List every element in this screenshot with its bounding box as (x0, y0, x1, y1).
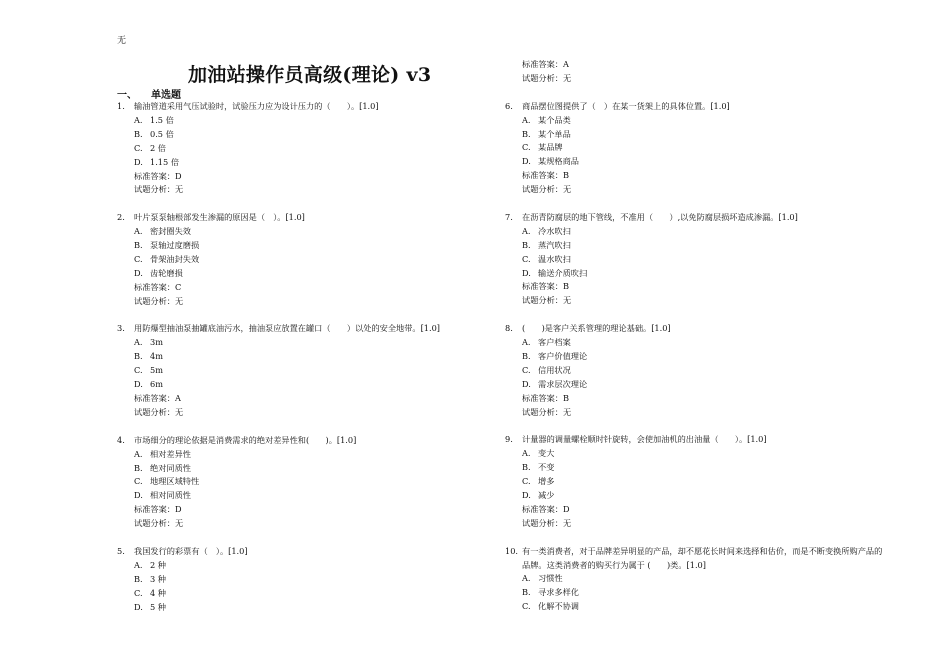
option-letter: D. (134, 156, 143, 167)
option-item (505, 155, 885, 169)
option-text: 骨架油封失效 (150, 253, 200, 264)
question-analysis: 试题分析：无 (134, 295, 184, 306)
carryover-analysis: 试题分析：无 (522, 72, 572, 83)
question-number: 3. (117, 323, 125, 334)
option-item (505, 253, 885, 267)
question-block (505, 433, 885, 530)
question-block (117, 545, 462, 615)
option-letter: D. (522, 378, 531, 389)
option-letter: A. (134, 559, 143, 570)
option-item (117, 573, 462, 587)
option-text: 蒸汽吹扫 (538, 239, 571, 250)
question-text: 在沥青防腐层的地下管线，不准用（ ）,以免防腐层损坏造成渗漏。[1.0] (522, 211, 798, 222)
header-note: 无 (117, 36, 127, 46)
option-text: 减少 (538, 490, 555, 501)
option-item (505, 447, 885, 461)
option-text: 泵轴过度磨损 (150, 240, 200, 251)
section-label: 单选题 (151, 90, 181, 101)
question-text: 有一类消费者，对于品牌差异明显的产品，却不愿花长时间来选择和估价，而是不断变换所购产品的品牌。这类消费者的购买行为属于 ( )类。[1.0] (522, 545, 883, 570)
option-text: 5 种 (150, 601, 166, 612)
option-item (117, 267, 462, 281)
option-text: 某个品类 (538, 114, 571, 125)
option-text: 1.15 倍 (150, 156, 180, 167)
option-text: 5m (150, 365, 163, 376)
option-letter: B. (522, 350, 531, 361)
standard-answer: 标准答案：B (522, 170, 569, 181)
option-letter: B. (134, 128, 143, 139)
option-letter: C. (134, 476, 143, 487)
option-item (117, 114, 462, 128)
option-text: 不变 (538, 462, 555, 473)
option-text: 温水吹扫 (538, 253, 571, 264)
option-text: 冷水吹扫 (538, 225, 571, 236)
question-block (505, 211, 885, 308)
option-text: 绝对同质性 (150, 462, 191, 473)
option-item (505, 141, 885, 155)
question-line (117, 434, 462, 448)
standard-answer: 标准答案：D (522, 503, 570, 514)
question-analysis: 试题分析：无 (134, 518, 184, 529)
option-text: 寻求多样化 (538, 587, 579, 598)
option-text: 相对差异性 (150, 448, 191, 459)
option-item (505, 364, 885, 378)
question-analysis: 试题分析：无 (522, 406, 572, 417)
question-number: 1. (117, 101, 125, 111)
option-letter: B. (522, 239, 531, 250)
option-item (505, 267, 885, 281)
standard-answer: 标准答案：C (134, 281, 182, 292)
option-item (117, 156, 462, 170)
option-letter: D. (134, 379, 143, 390)
option-text: 化解不协调 (538, 601, 579, 612)
option-letter: A. (522, 337, 531, 348)
question-analysis: 试题分析：无 (134, 406, 184, 417)
standard-answer: 标准答案：D (134, 170, 182, 181)
option-item (117, 128, 462, 142)
option-letter: C. (134, 587, 143, 598)
option-item (505, 572, 885, 586)
option-letter: C. (522, 142, 531, 153)
question-number: 5. (117, 545, 125, 556)
option-letter: B. (134, 462, 143, 473)
option-item (117, 350, 462, 364)
option-text: 0.5 倍 (150, 128, 174, 139)
option-text: 某个单品 (538, 128, 571, 139)
option-text: 需求层次理论 (538, 378, 588, 389)
option-letter: C. (134, 253, 143, 264)
question-line (505, 433, 885, 447)
option-letter: A. (522, 114, 531, 125)
option-item (117, 253, 462, 267)
option-letter: A. (134, 448, 143, 459)
question-number: 7. (505, 211, 513, 222)
question-line (117, 545, 462, 559)
option-text: 相对同质性 (150, 490, 191, 501)
question-block (505, 100, 885, 197)
standard-answer: 标准答案：D (134, 504, 182, 515)
question-analysis: 试题分析：无 (522, 184, 572, 195)
option-item (117, 559, 462, 573)
option-letter: A. (522, 448, 531, 459)
option-letter: D. (134, 601, 143, 612)
option-item (117, 239, 462, 253)
option-letter: D. (522, 156, 531, 167)
option-text: 信用状况 (538, 364, 571, 375)
question-text: 用防爆型抽油泵抽罐底油污水，抽油泵应放置在罐口（ ）以处的安全地带。[1.0] (134, 323, 440, 334)
left-column (117, 100, 462, 628)
option-item (505, 239, 885, 253)
question-block (117, 100, 462, 197)
question-line (117, 100, 462, 114)
question-text: 市场细分的理论依据是消费需求的绝对差异性和( )。[1.0] (134, 434, 357, 445)
option-item (505, 475, 885, 489)
option-letter: B. (522, 587, 531, 598)
option-item (117, 601, 462, 615)
question-block (117, 434, 462, 531)
option-item (117, 587, 462, 601)
option-letter: B. (522, 128, 531, 139)
option-text: 3m (150, 337, 163, 348)
option-letter: C. (134, 365, 143, 376)
option-item (505, 461, 885, 475)
question-line (505, 322, 885, 336)
option-letter: A. (522, 225, 531, 236)
option-item (117, 378, 462, 392)
question-number: 6. (505, 100, 513, 111)
section-number: 一、 (117, 90, 137, 101)
option-item (505, 128, 885, 142)
option-text: 地理区域特性 (150, 476, 200, 487)
option-item (505, 225, 885, 239)
option-text: 某规格商品 (538, 156, 579, 167)
question-number: 2. (117, 212, 125, 223)
right-column (505, 58, 885, 628)
question-text: 叶片泵泵轴根部发生渗漏的原因是（ ）。[1.0] (134, 212, 305, 223)
standard-answer: 标准答案：A (134, 393, 181, 403)
question-text: 输油管道采用气压试验时，试验压力应为设计压力的（ ）。[1.0] (134, 101, 379, 111)
option-item (505, 586, 885, 600)
question-text: 我国发行的彩票有（ ）。[1.0] (134, 545, 248, 556)
option-letter: A. (134, 226, 143, 237)
option-item (505, 378, 885, 392)
option-text: 6m (150, 379, 163, 390)
option-letter: A. (522, 573, 531, 584)
document-title: 加油站操作员高级(理论) v3 (188, 64, 432, 86)
option-letter: D. (522, 267, 531, 278)
option-text: 增多 (538, 476, 555, 487)
option-item (505, 336, 885, 350)
option-text: 客户档案 (538, 337, 571, 348)
question-analysis: 试题分析：无 (134, 184, 184, 195)
option-text: 2 倍 (150, 142, 166, 153)
question-block (117, 211, 462, 308)
option-text: 1.5 倍 (150, 114, 174, 125)
option-item (117, 475, 462, 489)
option-text: 客户价值理论 (538, 350, 588, 361)
question-line (117, 322, 462, 336)
carryover-answer: 标准答案：A (522, 59, 569, 69)
option-letter: A. (134, 114, 143, 125)
question-analysis: 试题分析：无 (522, 295, 572, 306)
option-letter: D. (134, 490, 143, 501)
option-text: 某品牌 (538, 142, 563, 153)
question-line (505, 100, 885, 114)
question-text: 计量器的调量螺栓顺时针旋转，会使加油机的出油量（ ）。[1.0] (522, 434, 767, 445)
option-letter: C. (522, 253, 531, 264)
standard-answer: 标准答案：B (522, 392, 569, 403)
option-text: 4 种 (150, 587, 166, 598)
option-letter: C. (522, 601, 531, 612)
option-text: 习惯性 (538, 573, 563, 584)
question-number: 10. (505, 545, 519, 556)
question-line (117, 211, 462, 225)
option-item (117, 462, 462, 476)
option-item (117, 364, 462, 378)
question-text: 商品摆位图提供了（ ）在某一货架上的具体位置。[1.0] (522, 100, 730, 111)
question-text: ( )是客户关系管理的理论基础。[1.0] (522, 323, 671, 334)
option-item (505, 350, 885, 364)
option-letter: B. (134, 240, 143, 251)
option-text: 输送介质吹扫 (538, 267, 588, 278)
option-item (117, 225, 462, 239)
option-letter: B. (134, 351, 143, 362)
option-letter: D. (522, 490, 531, 501)
question-line (505, 545, 885, 573)
option-text: 4m (150, 351, 163, 362)
option-text: 2 种 (150, 559, 166, 570)
question-block (505, 322, 885, 419)
option-letter: C. (134, 142, 143, 153)
option-text: 3 种 (150, 573, 166, 584)
section-heading (117, 86, 181, 101)
question-number: 9. (505, 434, 513, 445)
question-block (117, 322, 462, 419)
option-item (505, 114, 885, 128)
standard-answer: 标准答案：B (522, 281, 569, 292)
option-item (505, 600, 885, 614)
option-letter: C. (522, 364, 531, 375)
option-letter: A. (134, 337, 143, 348)
option-text: 齿轮磨损 (150, 267, 183, 278)
option-text: 变大 (538, 448, 555, 459)
question-number: 8. (505, 323, 513, 334)
option-item (117, 489, 462, 503)
option-text: 密封圈失效 (150, 226, 191, 237)
question-analysis: 试题分析：无 (522, 517, 572, 528)
option-item (505, 489, 885, 503)
option-item (117, 448, 462, 462)
question-line (505, 211, 885, 225)
option-item (117, 336, 462, 350)
question-number: 4. (117, 434, 125, 445)
option-letter: B. (522, 462, 531, 473)
option-item (117, 142, 462, 156)
question-block (505, 545, 885, 615)
option-letter: C. (522, 476, 531, 487)
option-letter: B. (134, 573, 143, 584)
option-letter: D. (134, 267, 143, 278)
